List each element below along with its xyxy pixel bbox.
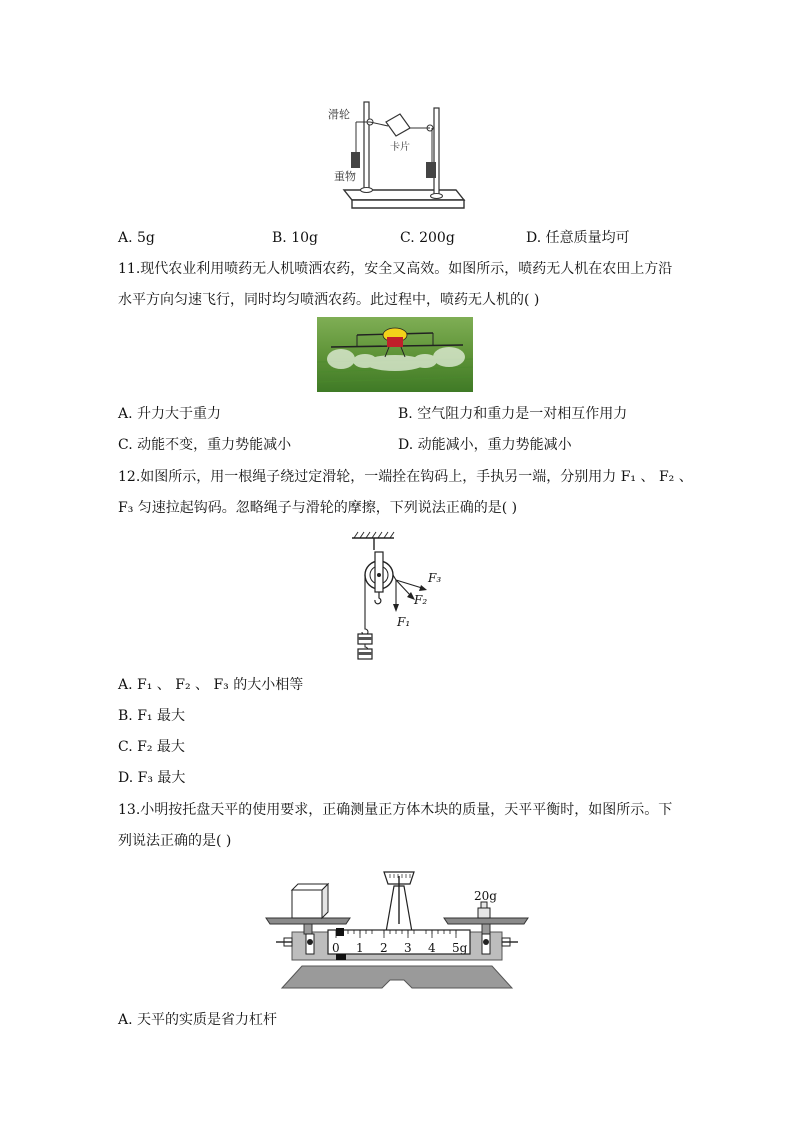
q13-option-a: A. 天平的实质是省力杠杆 — [118, 1012, 278, 1028]
f3-label: F₃ — [428, 571, 442, 585]
q10-option-c: C. 200g — [400, 230, 455, 246]
q12-stem-line2: F₃ 匀速拉起钩码。忽略绳子与滑轮的摩擦，下列说法正确的是( ) — [118, 500, 518, 516]
weight-20g-label: 20g — [474, 889, 497, 903]
q10-option-d: D. 任意质量均可 — [526, 230, 630, 246]
f2-label: F₂ — [414, 593, 428, 607]
spraying-drone-photo — [317, 317, 473, 392]
q12-option-a: A. F₁ 、 F₂ 、 F₃ 的大小相等 — [118, 677, 304, 693]
pulley-label: 滑轮 — [328, 108, 350, 121]
scale-3: 3 — [404, 941, 412, 955]
card-label: 卡片 — [390, 142, 410, 153]
q13-stem-line2: 列说法正确的是( ) — [118, 833, 232, 849]
q13-stem-line1: 13.小明按托盘天平的使用要求，正确测量正方体木块的质量，天平平衡时，如图所示。下 — [118, 802, 673, 818]
pulley-card-apparatus-figure — [326, 98, 466, 216]
scale-0: 0 — [332, 941, 340, 955]
q11-option-d: D. 动能减小，重力势能减小 — [398, 437, 572, 453]
f1-label: F₁ — [397, 615, 411, 629]
q12-option-b: B. F₁ 最大 — [118, 708, 185, 724]
q10-option-b: B. 10g — [272, 230, 318, 246]
scale-2: 2 — [380, 941, 388, 955]
weight-label: 重物 — [334, 170, 356, 183]
q10-option-a: A. 5g — [118, 230, 155, 246]
q11-option-b: B. 空气阻力和重力是一对相互作用力 — [398, 406, 628, 422]
q12-option-d: D. F₃ 最大 — [118, 770, 186, 786]
q12-option-c: C. F₂ 最大 — [118, 739, 185, 755]
q11-stem-line1: 11.现代农业利用喷药无人机喷洒农药，安全又高效。如图所示，喷药无人机在农田上方沿 — [118, 261, 673, 277]
fixed-pulley-figure — [344, 530, 454, 662]
q11-option-a: A. 升力大于重力 — [118, 406, 222, 422]
scale-5g: 5g — [452, 941, 468, 955]
scale-4: 4 — [428, 941, 436, 955]
pan-balance-figure — [262, 862, 532, 992]
q11-stem-line2: 水平方向匀速飞行，同时均匀喷洒农药。此过程中，喷药无人机的( ) — [118, 292, 540, 308]
q12-stem-line1: 12.如图所示，用一根绳子绕过定滑轮，一端拴在钩码上，手执另一端，分别用力 F₁ 、 F₂ 、 — [118, 469, 693, 485]
scale-1: 1 — [356, 941, 364, 955]
q11-option-c: C. 动能不变，重力势能减小 — [118, 437, 292, 453]
